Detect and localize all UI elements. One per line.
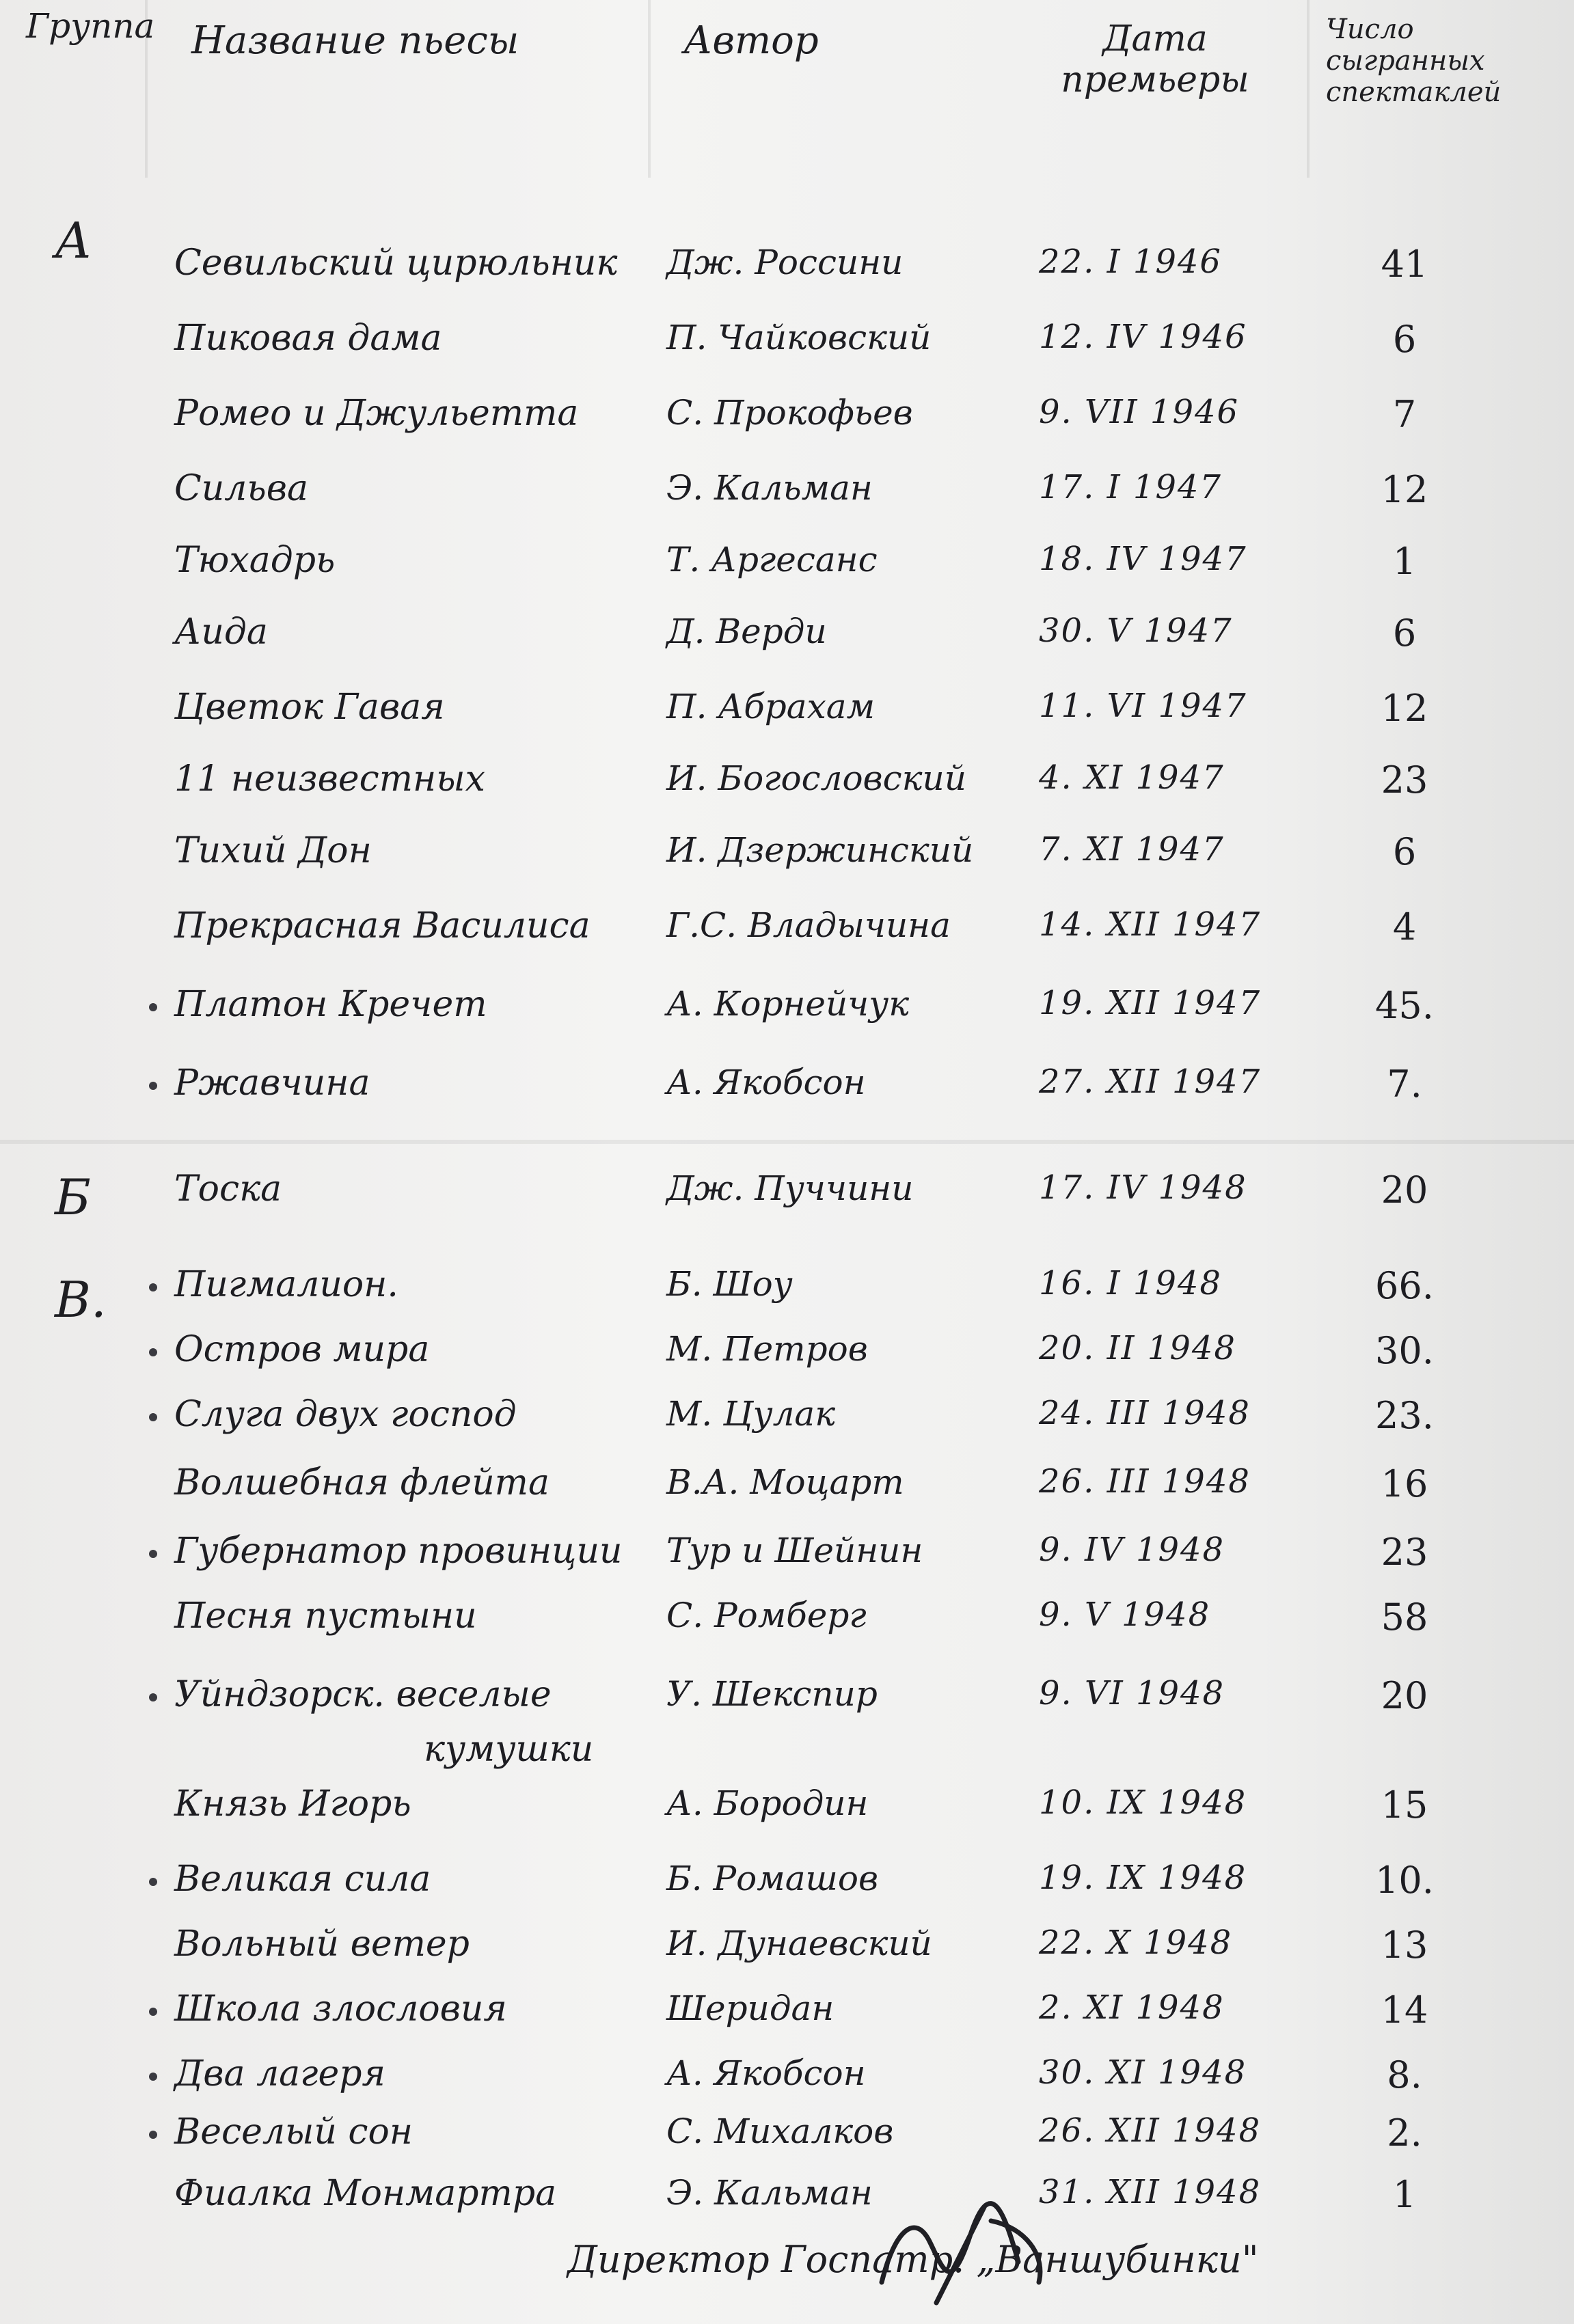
- table-row: [0, 1168, 1574, 1234]
- play-author: Дж. Пуччини: [666, 1168, 914, 1208]
- group-label: В.: [55, 1271, 107, 1328]
- table-row: [0, 1329, 1574, 1395]
- premiere-date: 12. IV 1946: [1039, 318, 1247, 356]
- play-title: Тюхадрь: [174, 540, 336, 581]
- play-title: 11 неизвестных: [174, 758, 485, 799]
- play-title: Тихий Дон: [174, 830, 372, 871]
- premiere-date: 19. XII 1947: [1039, 984, 1262, 1022]
- premiere-date: 11. VI 1947: [1039, 687, 1247, 725]
- premiere-date: 18. IV 1947: [1039, 540, 1247, 578]
- premiere-date: 24. III 1948: [1039, 1394, 1251, 1432]
- performance-count: 16: [1381, 1462, 1428, 1505]
- play-author: И. Богословский: [666, 758, 966, 798]
- play-title: Уйндзорск. веселые: [174, 1674, 552, 1715]
- header-group: Группа: [26, 6, 155, 46]
- table-row: [0, 830, 1574, 896]
- play-title: Остров мира: [174, 1329, 430, 1370]
- premiere-date: 26. XII 1948: [1039, 2111, 1262, 2150]
- premiere-date: 30. V 1947: [1039, 612, 1233, 650]
- premiere-date: 22. X 1948: [1039, 1924, 1233, 1962]
- table-row: [0, 1988, 1574, 2054]
- premiere-date: 22. I 1946: [1039, 243, 1222, 281]
- table-row: [0, 984, 1574, 1050]
- signature-line: Директор Госпатр. „Ваншубинки": [567, 2238, 1259, 2281]
- performance-count: 12: [1381, 468, 1428, 511]
- row-bullet-mark: [149, 1878, 157, 1886]
- play-author: М. Цулак: [666, 1394, 836, 1434]
- performance-count: 7.: [1387, 1063, 1422, 1106]
- table-row: [0, 2053, 1574, 2119]
- performance-count: 6: [1392, 830, 1417, 873]
- group-label: Б: [55, 1168, 91, 1226]
- play-title: Два лагеря: [174, 2053, 385, 2094]
- performance-count: 4: [1392, 905, 1417, 948]
- performance-count: 1: [1392, 540, 1417, 583]
- play-author: Дж. Россини: [666, 243, 904, 282]
- play-title: Севильский цирюльник: [174, 243, 618, 284]
- play-title: Губернатор провинции: [174, 1531, 623, 1572]
- group-label: А: [55, 212, 92, 269]
- play-author: И. Дзержинский: [666, 830, 974, 870]
- row-bullet-mark: [149, 1283, 157, 1291]
- performance-count: 23.: [1375, 1394, 1434, 1437]
- premiere-date: 9. IV 1948: [1039, 1531, 1225, 1569]
- table-row: [0, 393, 1574, 459]
- premiere-date: 9. V 1948: [1039, 1596, 1211, 1634]
- play-author: Г.С. Владычина: [666, 905, 951, 945]
- header-author: Автор: [683, 18, 819, 63]
- play-title: Ромео и Джульетта: [174, 393, 579, 434]
- table-row: [0, 905, 1574, 971]
- play-author: С. Ромберг: [666, 1596, 867, 1635]
- performance-count: 23: [1381, 758, 1428, 802]
- premiere-date: 17. IV 1948: [1039, 1168, 1247, 1207]
- play-author: П. Чайковский: [666, 318, 932, 357]
- premiere-date: 14. XII 1947: [1039, 905, 1262, 944]
- performance-count: 6: [1392, 318, 1417, 361]
- performance-count: 6: [1392, 612, 1417, 655]
- play-title: Великая сила: [174, 1859, 431, 1900]
- play-title: Слуга двух господ: [174, 1394, 517, 1435]
- play-title: Песня пустыни: [174, 1596, 477, 1637]
- play-author: Э. Кальман: [666, 2173, 873, 2213]
- premiere-date: 26. III 1948: [1039, 1462, 1251, 1501]
- performance-count: 14: [1381, 1988, 1428, 2032]
- play-author: Б. Шоу: [666, 1264, 793, 1304]
- premiere-date: 9. VII 1946: [1039, 393, 1240, 431]
- performance-count: 2.: [1387, 2111, 1422, 2155]
- row-bullet-mark: [149, 1413, 157, 1421]
- row-bullet-mark: [149, 1550, 157, 1558]
- table-row: [0, 758, 1574, 824]
- premiere-date: 16. I 1948: [1039, 1264, 1222, 1302]
- play-title: Сильва: [174, 468, 308, 509]
- play-title: Ржавчина: [174, 1063, 370, 1104]
- performance-count: 12: [1381, 687, 1428, 730]
- performance-count: 1: [1392, 2173, 1417, 2216]
- table-row: [0, 687, 1574, 752]
- play-author: Б. Ромашов: [666, 1859, 879, 1898]
- table-row: [0, 540, 1574, 605]
- table-row: [0, 1264, 1574, 1330]
- premiere-date: 7. XI 1947: [1039, 830, 1225, 869]
- table-row: [0, 612, 1574, 677]
- play-title: Пиковая дама: [174, 318, 442, 359]
- table-row: [0, 243, 1574, 308]
- play-title: Прекрасная Василиса: [174, 905, 591, 946]
- header-title: Название пьесы: [191, 18, 519, 63]
- premiere-date: 27. XII 1947: [1039, 1063, 1262, 1101]
- row-bullet-mark: [149, 1693, 157, 1701]
- performance-count: 66.: [1375, 1264, 1434, 1307]
- play-title: Платон Кречет: [174, 984, 487, 1025]
- table-row: [0, 1783, 1574, 1849]
- table-row: [0, 2173, 1574, 2239]
- table-row: [0, 468, 1574, 534]
- premiere-date: 30. XI 1948: [1039, 2053, 1247, 2092]
- play-author: М. Петров: [666, 1329, 868, 1369]
- row-bullet-mark: [149, 1082, 157, 1090]
- performance-count: 45.: [1375, 984, 1434, 1027]
- play-title: Пигмалион.: [174, 1264, 398, 1305]
- play-title: Князь Игорь: [174, 1783, 411, 1824]
- table-row: [0, 1924, 1574, 1989]
- paper-fold: [0, 1140, 1574, 1144]
- play-title: Школа злословия: [174, 1988, 507, 2029]
- row-bullet-mark: [149, 1348, 157, 1356]
- performance-count: 7: [1392, 393, 1417, 436]
- header-premiere-date: Дата премьеры: [1061, 18, 1249, 100]
- performance-count: 41: [1381, 243, 1428, 286]
- play-author: А. Якобсон: [666, 1063, 866, 1102]
- play-author: Тур и Шейнин: [666, 1531, 923, 1570]
- play-author: А. Корнейчук: [666, 984, 910, 1024]
- play-author: Шеридан: [666, 1988, 835, 2028]
- table-row: [0, 1462, 1574, 1528]
- table-row: [0, 1394, 1574, 1460]
- play-title: Аида: [174, 612, 268, 653]
- header-performances: Число сыгранных спектаклей: [1326, 14, 1502, 108]
- premiere-date: 4. XI 1947: [1039, 758, 1225, 797]
- table-row: [0, 1531, 1574, 1596]
- play-author: А. Бородин: [666, 1783, 869, 1823]
- play-title-continuation: кумушки: [424, 1729, 594, 1770]
- handwritten-signature: [868, 2200, 1059, 2316]
- play-author: С. Прокофьев: [666, 393, 913, 433]
- play-author: Т. Аргесанс: [666, 540, 878, 579]
- play-author: Д. Верди: [666, 612, 827, 651]
- play-author: П. Абрахам: [666, 687, 876, 726]
- play-title: Цветок Гавая: [174, 687, 445, 728]
- performance-count: 20: [1381, 1168, 1428, 1212]
- play-title: Вольный ветер: [174, 1924, 470, 1965]
- play-author: А. Якобсон: [666, 2053, 866, 2093]
- premiere-date: 31. XII 1948: [1039, 2173, 1262, 2211]
- row-bullet-mark: [149, 2131, 157, 2139]
- row-bullet-mark: [149, 1003, 157, 1011]
- row-bullet-mark: [149, 2008, 157, 2016]
- premiere-date: 10. IX 1948: [1039, 1783, 1247, 1822]
- premiere-date: 2. XI 1948: [1039, 1988, 1225, 2027]
- premiere-date: 19. IX 1948: [1039, 1859, 1247, 1897]
- performance-count: 23: [1381, 1531, 1428, 1574]
- table-row: [0, 318, 1574, 383]
- play-title: Веселый сон: [174, 2111, 413, 2152]
- play-author: В.А. Моцарт: [666, 1462, 904, 1502]
- performance-count: 8.: [1387, 2053, 1422, 2096]
- performance-count: 10.: [1375, 1859, 1434, 1902]
- table-row: [0, 1859, 1574, 1924]
- performance-count: 15: [1381, 1783, 1428, 1827]
- performance-count: 30.: [1375, 1329, 1434, 1372]
- play-author: С. Михалков: [666, 2111, 894, 2151]
- performance-count: 58: [1381, 1596, 1428, 1639]
- premiere-date: 9. VI 1948: [1039, 1674, 1225, 1712]
- play-author: И. Дунаевский: [666, 1924, 932, 1963]
- performance-count: 20: [1381, 1674, 1428, 1717]
- play-title: Тоска: [174, 1168, 282, 1209]
- play-author: У. Шекспир: [666, 1674, 878, 1714]
- play-title: Фиалка Монмартра: [174, 2173, 557, 2214]
- performance-count: 13: [1381, 1924, 1428, 1967]
- table-row: [0, 1063, 1574, 1128]
- premiere-date: 17. I 1947: [1039, 468, 1222, 506]
- table-row: [0, 2111, 1574, 2177]
- row-bullet-mark: [149, 2073, 157, 2081]
- premiere-date: 20. II 1948: [1039, 1329, 1236, 1367]
- column-rule: [1307, 0, 1310, 178]
- table-row: [0, 1596, 1574, 1661]
- play-author: Э. Кальман: [666, 468, 873, 508]
- play-title: Волшебная флейта: [174, 1462, 549, 1503]
- table-row: [0, 1674, 1574, 1770]
